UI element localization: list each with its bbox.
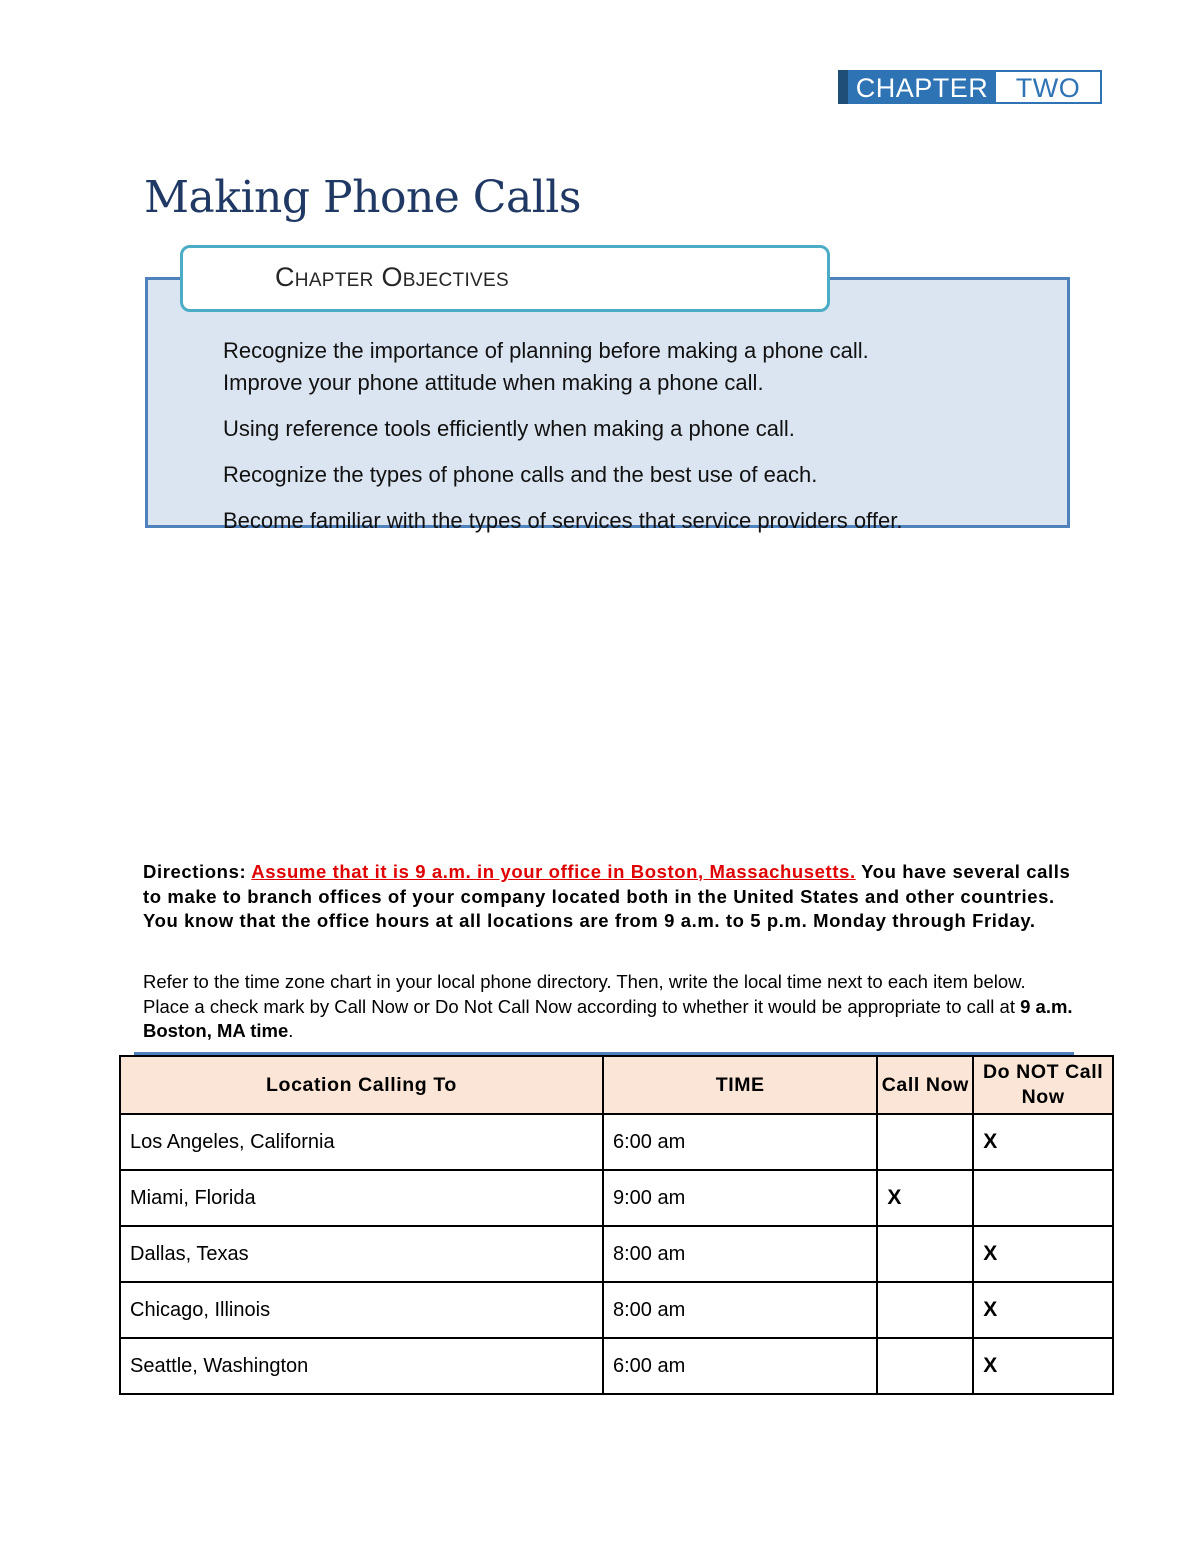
instructions-paragraph bbox=[143, 970, 1073, 1044]
call-now-cell bbox=[877, 1282, 973, 1338]
do-not-call-cell: X bbox=[973, 1226, 1113, 1282]
objective-item: Improve your phone attitude when making a phone call. bbox=[223, 370, 764, 395]
chapter-badge-number: TWO bbox=[996, 70, 1102, 104]
time-cell: 8:00 am bbox=[603, 1226, 877, 1282]
table-header-row bbox=[120, 1056, 1113, 1114]
objective-item: Recognize the types of phone calls and the best use of each. bbox=[223, 462, 818, 487]
header-call-now: Call Now bbox=[877, 1056, 973, 1114]
objective-item: Recognize the importance of planning before making a phone call. bbox=[223, 338, 869, 363]
call-now-cell bbox=[877, 1114, 973, 1170]
header-do-not-call: Do NOT Call Now bbox=[973, 1056, 1113, 1114]
objectives-heading: Chapter Objectives bbox=[275, 262, 509, 292]
chapter-badge-label: CHAPTER bbox=[838, 70, 996, 104]
location-cell: Chicago, Illinois bbox=[120, 1282, 603, 1338]
call-now-cell: X bbox=[877, 1170, 973, 1226]
directions-body: You have several calls to make to branch offices of your company located both in the United States and other countries. You know that the office hours at all locations are from 9 a.m. to 5 p.m. Monday through Friday. bbox=[143, 861, 1071, 931]
objective-item: Using reference tools efficiently when making a phone call. bbox=[223, 416, 795, 441]
objectives-panel bbox=[145, 277, 1070, 528]
objectives-header bbox=[180, 245, 830, 312]
do-not-call-cell bbox=[973, 1170, 1113, 1226]
instructions-end: . bbox=[288, 1020, 294, 1041]
time-cell: 6:00 am bbox=[603, 1338, 877, 1394]
objective-item: Become familiar with the types of services that service providers offer. bbox=[223, 508, 903, 533]
do-not-call-cell: X bbox=[973, 1282, 1113, 1338]
location-cell: Seattle, Washington bbox=[120, 1338, 603, 1394]
do-not-call-cell: X bbox=[973, 1338, 1113, 1394]
table-row bbox=[120, 1282, 1113, 1338]
table-row bbox=[120, 1226, 1113, 1282]
do-not-call-cell: X bbox=[973, 1114, 1113, 1170]
location-cell: Miami, Florida bbox=[120, 1170, 603, 1226]
call-now-cell bbox=[877, 1338, 973, 1394]
time-cell: 6:00 am bbox=[603, 1114, 877, 1170]
directions-highlight: Assume that it is 9 a.m. in your office in Boston, Massachusetts. bbox=[251, 861, 856, 882]
location-cell: Los Angeles, California bbox=[120, 1114, 603, 1170]
time-zone-table bbox=[119, 1055, 1114, 1395]
page-title: Making Phone Calls bbox=[144, 172, 581, 223]
table-row bbox=[120, 1170, 1113, 1226]
table-row bbox=[120, 1338, 1113, 1394]
time-cell: 8:00 am bbox=[603, 1282, 877, 1338]
header-location: Location Calling To bbox=[120, 1056, 603, 1114]
chapter-badge bbox=[838, 70, 1102, 104]
table-row bbox=[120, 1114, 1113, 1170]
header-time: TIME bbox=[603, 1056, 877, 1114]
location-cell: Dallas, Texas bbox=[120, 1226, 603, 1282]
directions-paragraph bbox=[143, 860, 1073, 934]
call-now-cell bbox=[877, 1226, 973, 1282]
time-cell: 9:00 am bbox=[603, 1170, 877, 1226]
directions-label: Directions: bbox=[143, 861, 247, 882]
instructions-text: Refer to the time zone chart in your local phone directory. Then, write the local time next to each item below. Place a check mark by Call Now or Do Not Call Now according to whether it would be appropriate to call at bbox=[143, 971, 1026, 1017]
instructions-bold: 9 a.m. Boston, MA time bbox=[143, 995, 1073, 1041]
